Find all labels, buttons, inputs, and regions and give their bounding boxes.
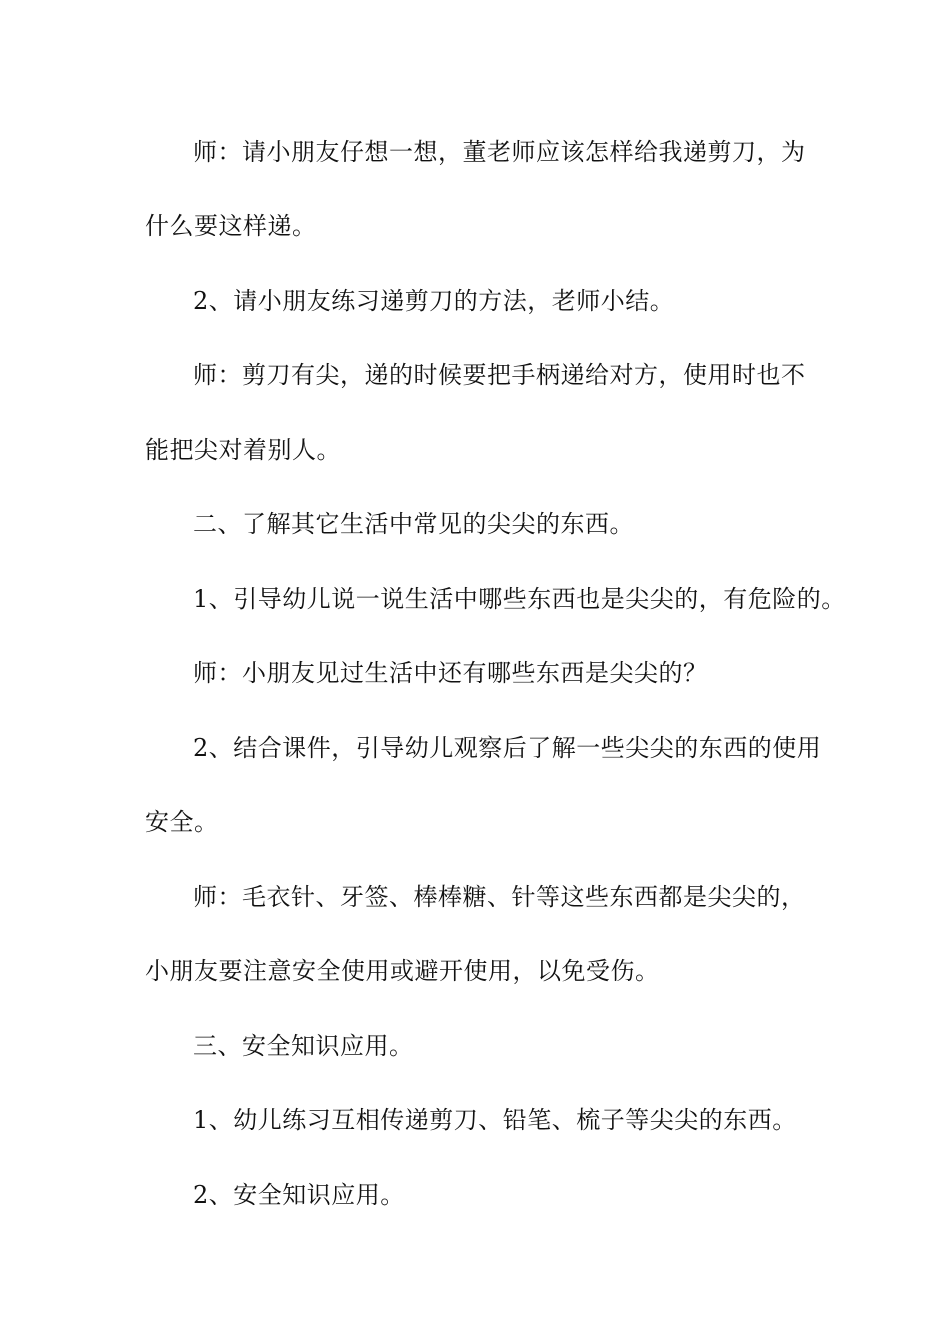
paragraph-line: 2、安全知识应用。 — [193, 1181, 405, 1209]
paragraph-line: 能把尖对着别人。 — [145, 436, 341, 464]
section-heading: 三、安全知识应用。 — [193, 1032, 414, 1060]
paragraph-line: 2、结合课件，引导幼儿观察后了解一些尖尖的东西的使用 — [193, 734, 822, 762]
paragraph-line: 师：毛衣针、牙签、棒棒糖、针等这些东西都是尖尖的， — [193, 883, 806, 911]
paragraph-line: 师：请小朋友仔想一想，董老师应该怎样给我递剪刀，为 — [193, 138, 806, 166]
paragraph-line: 师：小朋友见过生活中还有哪些东西是尖尖的？ — [193, 659, 708, 687]
paragraph-line: 什么要这样递。 — [145, 212, 317, 240]
paragraph-line: 安全。 — [145, 808, 219, 836]
section-heading: 二、了解其它生活中常见的尖尖的东西。 — [193, 510, 634, 538]
paragraph-line: 1、引导幼儿说一说生活中哪些东西也是尖尖的，有危险的。 — [193, 585, 846, 613]
paragraph-line: 1、幼儿练习互相传递剪刀、铅笔、梳子等尖尖的东西。 — [193, 1106, 797, 1134]
paragraph-line: 2、请小朋友练习递剪刀的方法，老师小结。 — [193, 287, 675, 315]
paragraph-line: 师：剪刀有尖，递的时候要把手柄递给对方，使用时也不 — [193, 361, 806, 389]
paragraph-line: 小朋友要注意安全使用或避开使用，以免受伤。 — [145, 957, 660, 985]
